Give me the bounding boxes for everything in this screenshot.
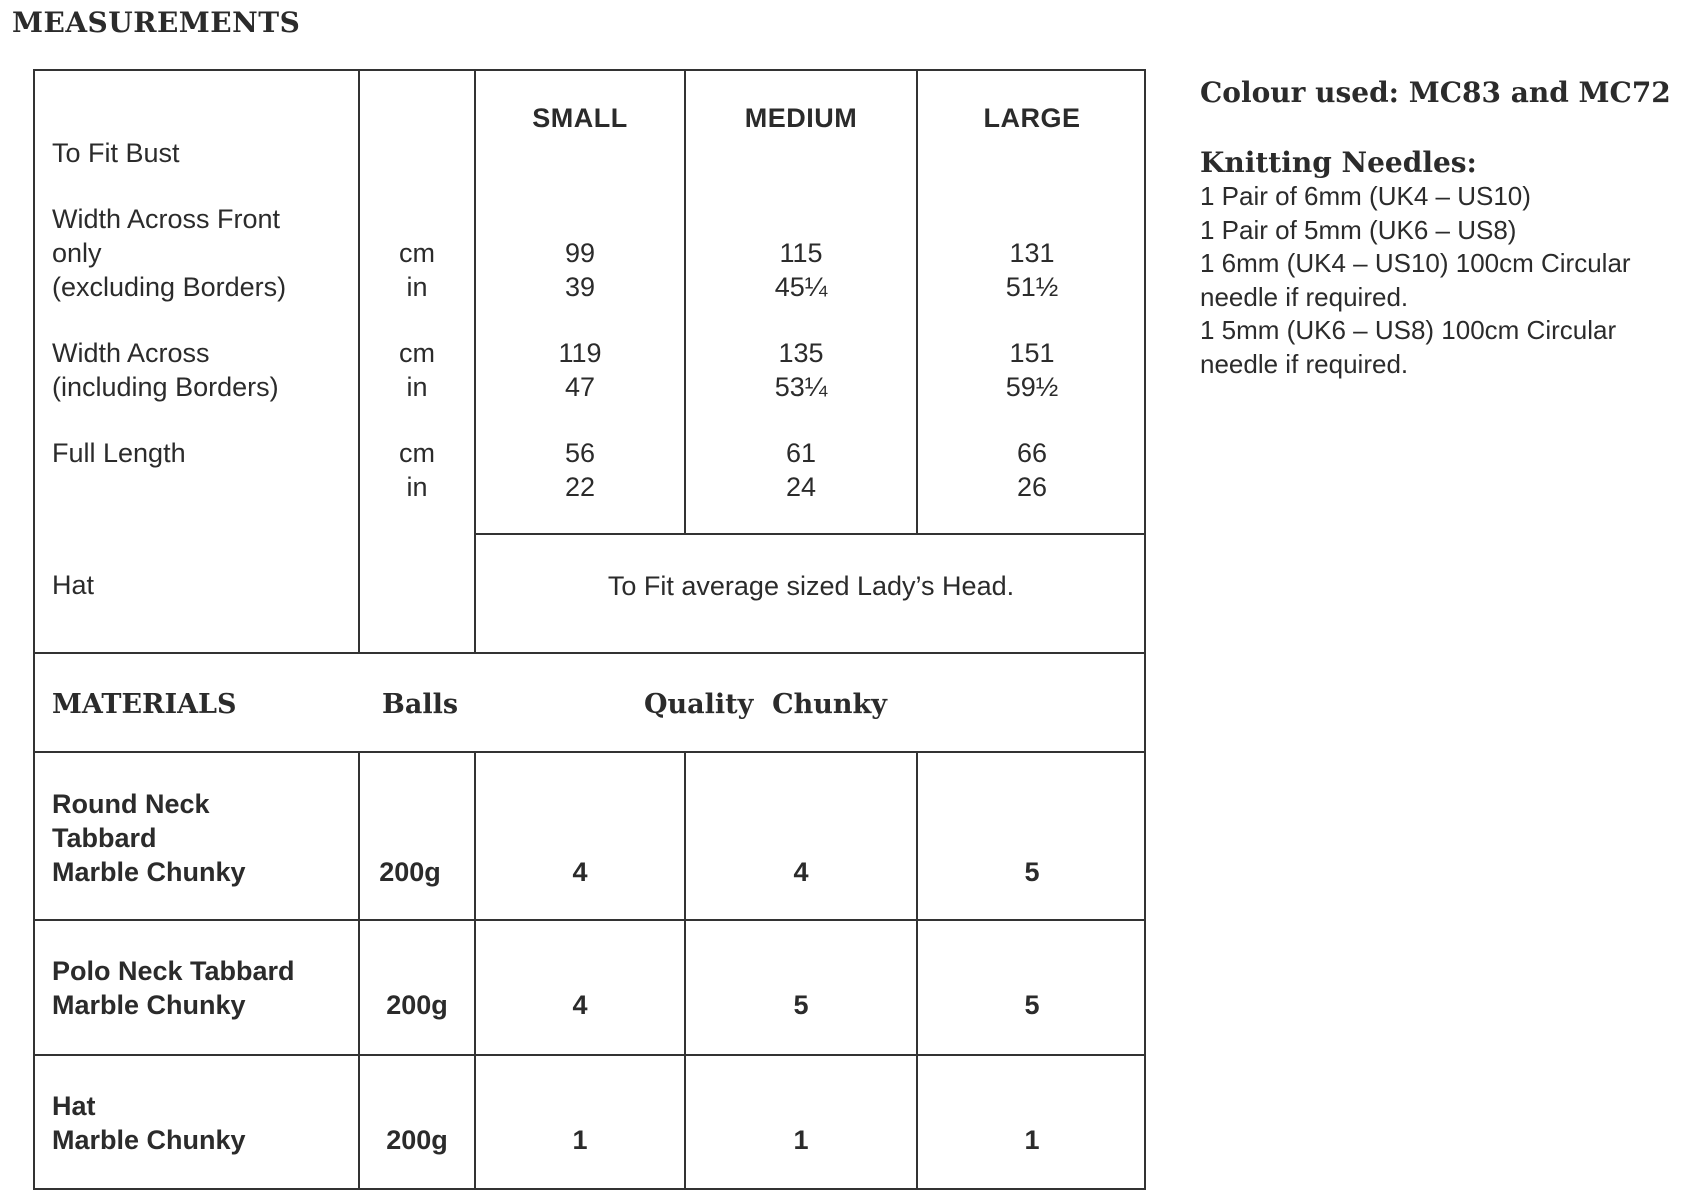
value-large: 59½ [1005, 372, 1059, 402]
material-name: Marble Chunky [52, 857, 246, 887]
divider [33, 751, 1146, 753]
size-header-small: SMALL [532, 103, 628, 133]
value-large: 51½ [1005, 272, 1059, 302]
knitting-needles-title: Knitting Needles: [1200, 146, 1477, 179]
row-label-width-across: Width Across [52, 338, 210, 368]
hat-size-note: To Fit average sized Lady’s Head. [607, 571, 1015, 601]
material-name: Hat [52, 1091, 96, 1121]
divider [33, 919, 1146, 921]
value-small: 99 [564, 238, 596, 268]
row-label-width-front: only [52, 238, 102, 268]
row-label-full-length: Full Length [52, 438, 186, 468]
unit-in: in [406, 472, 428, 502]
divider [33, 1054, 1146, 1056]
value-small: 119 [558, 338, 602, 368]
balls-medium: 1 [793, 1125, 809, 1155]
needle-line: 1 Pair of 5mm (UK6 – US8) [1200, 214, 1517, 245]
row-label-width-front: (excluding Borders) [52, 272, 287, 302]
row-label-to-fit-bust: To Fit Bust [52, 138, 180, 168]
value-large: 131 [1009, 238, 1055, 268]
divider [33, 652, 1146, 654]
value-large: 26 [1016, 472, 1048, 502]
quality-header: Quality Chunky [644, 689, 887, 720]
unit-in: in [406, 372, 428, 402]
value-large: 151 [1009, 338, 1055, 368]
balls-large: 5 [1024, 990, 1040, 1020]
material-weight: 200g [386, 1125, 448, 1155]
value-small: 22 [564, 472, 596, 502]
row-label-width-across: (including Borders) [52, 372, 279, 402]
value-large: 66 [1016, 438, 1048, 468]
divider [474, 533, 1146, 535]
size-header-medium: MEDIUM [744, 103, 858, 133]
balls-small: 1 [572, 1125, 588, 1155]
value-small: 47 [564, 372, 596, 402]
balls-large: 5 [1024, 857, 1040, 887]
value-medium: 24 [785, 472, 817, 502]
needle-line: 1 5mm (UK6 – US8) 100cm Circular [1200, 315, 1617, 345]
balls-small: 4 [572, 990, 588, 1020]
value-medium: 45¼ [774, 272, 828, 302]
material-name: Polo Neck Tabbard [52, 956, 295, 986]
value-medium: 115 [779, 238, 823, 268]
material-name: Marble Chunky [52, 990, 246, 1020]
unit-cm: cm [399, 338, 435, 368]
value-small: 56 [564, 438, 596, 468]
value-medium: 135 [778, 338, 824, 368]
balls-small: 4 [572, 857, 588, 887]
material-weight: 200g [386, 990, 448, 1020]
row-label-hat: Hat [52, 570, 95, 600]
balls-medium: 5 [793, 990, 809, 1020]
needle-line: needle if required. [1200, 281, 1409, 312]
needle-line: needle if required. [1200, 348, 1409, 379]
unit-in: in [406, 272, 428, 302]
material-name: Tabbard [52, 823, 157, 853]
value-medium: 61 [785, 438, 817, 468]
size-header-large: LARGE [983, 103, 1081, 133]
balls-header: Balls [382, 689, 459, 720]
unit-cm: cm [399, 238, 435, 268]
yarn-and-needles-info [1200, 76, 1700, 381]
material-name: Round Neck [52, 789, 210, 819]
page-title: MEASUREMENTS [12, 6, 301, 39]
value-small: 39 [564, 272, 596, 302]
materials-header: MATERIALS [52, 689, 237, 720]
needle-line: 1 6mm (UK4 – US10) 100cm Circular [1200, 248, 1631, 278]
balls-medium: 4 [793, 857, 809, 887]
material-name: Marble Chunky [52, 1125, 246, 1155]
value-medium: 53¼ [774, 372, 828, 402]
unit-cm: cm [399, 438, 435, 468]
balls-large: 1 [1024, 1125, 1040, 1155]
material-weight: 200g [379, 857, 441, 887]
colour-used: Colour used: MC83 and MC72 [1200, 76, 1671, 109]
needle-line: 1 Pair of 6mm (UK4 – US10) [1200, 181, 1531, 211]
row-label-width-front: Width Across Front [52, 204, 281, 234]
